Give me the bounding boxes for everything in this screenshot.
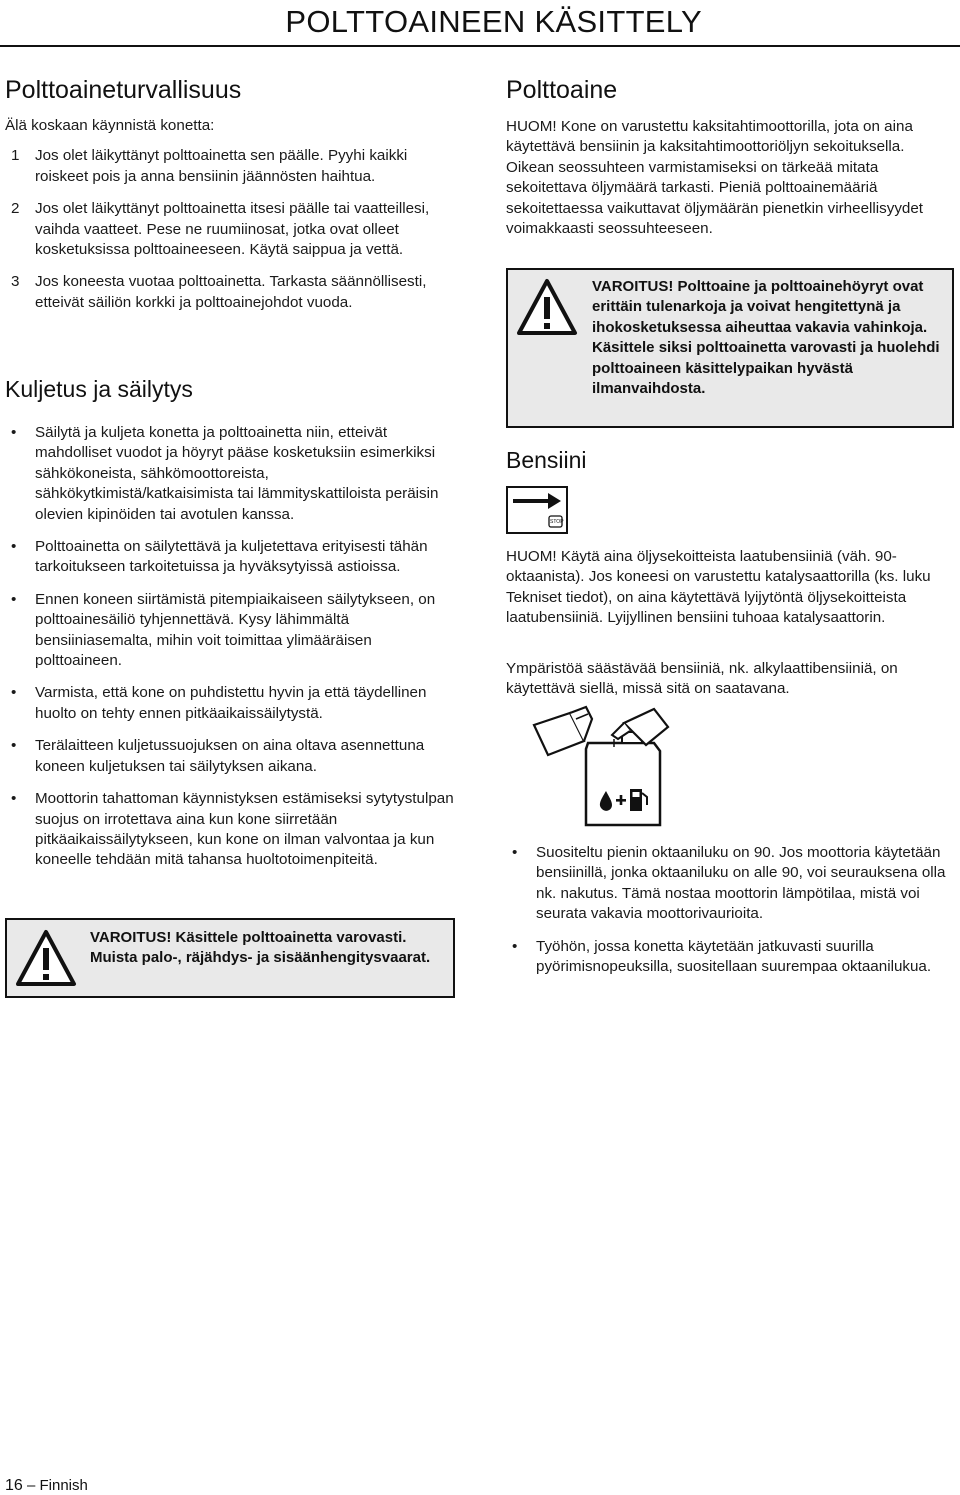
list-item (5, 736, 455, 777)
list-item-text: Jos koneesta vuotaa polttoainetta. Tarkasta säännöllisesti, etteivät säiliön korkki ja polttoainejohdot vuoda. (35, 273, 427, 311)
list-item-text: Varmista, että kone on puhdistettu hyvin ja että täydellinen huolto on tehty ennen pitkäaikaissäilytystä. (35, 684, 427, 722)
stop-label: STOP (550, 519, 564, 525)
list-item-text: Ennen koneen siirtämistä pitempiaikaiseen säilytykseen, on polttoainesäiliö tyhjennettävä. Kysy lähimmältä bensiiniasemalta, mihin voit toimittaa ylimääräisen polttoaineen. (35, 590, 436, 670)
bullet: • (11, 684, 17, 702)
list-item (5, 789, 455, 871)
list-item (5, 590, 455, 672)
arrow-stop-pictogram (506, 486, 568, 534)
list-item (506, 937, 954, 978)
bullet: • (11, 737, 17, 755)
right-warning-text: VAROITUS! Polttoaine ja polttoainehöyryt ovat erittäin tulenarkoja ja voivat hengitettynä ja ihokosketuksessa aiheuttaa vakavia vahinkoja. Käsittele siksi polttoainetta varovasti ja huolehdi polttoaineen käsittelypaikan hyvästä ilmanvaihdosta. (592, 278, 940, 398)
list-item-number: 3 (11, 273, 20, 291)
bullet: • (512, 844, 518, 861)
list-item-text: Polttoainetta on säilytettävä ja kuljetettava erityisesti tähän tarkoitukseen tarkoitetuissa ja hyväksytyissä astioissa. (35, 538, 428, 576)
list-item (506, 843, 954, 925)
list-item-text: Moottorin tahattoman käynnistyksen estämiseksi sytytystulpan suojus on irrotettava aina kun kone siirretään pitkäaikaissäilytykseen, kun kone on ilman valvontaa ja kun koneelle tehdään mitä tahansa huoltotoimenpiteitä. (35, 790, 454, 869)
octane-list (506, 843, 954, 989)
fuel-safety-heading: Polttoaineturvallisuus (5, 76, 242, 104)
list-item-text: Terälaitteen kuljetussuojuksen on aina oltava asennettuna koneen kuljetuksen tai säilytyksen aikana. (35, 737, 425, 775)
list-item-text: Suositeltu pienin oktaaniluku on 90. Jos moottoria käytetään bensiinillä, jonka oktaaniluku on alle 90, voi seurauksena olla nk. nakutus. Tämä nostaa moottorin lämpötilaa, mistä voi seurata vakavia moottorivaurioita. (536, 844, 946, 923)
page-title: POLTTOAINEEN KÄSITTELY (285, 4, 702, 39)
left-warning-box (5, 918, 455, 998)
fuel-note: HUOM! Kone on varustettu kaksitahtimoottorilla, jota on aina käytettävä bensiinin ja kaksitahtimoottoriöljyn sekoituksella. Oikean seossuhteen varmistamiseksi on tärkeää mitata sekoitettava öljymäärä tarkasti. Pieniä polttoainemääriä sekoitettaessa vaikuttavat öljymäärän pienetkin virheellisyydet voimakkaasti seossuhteeseen. (506, 118, 924, 238)
footer-dash: – (26, 1477, 36, 1494)
right-warning-box (506, 268, 954, 428)
list-item (5, 683, 455, 724)
list-item-text: Jos olet läikyttänyt polttoainetta itsesi päälle tai vaatteillesi, vaihda vaatteet. Pese ne ruumiinosat, jotka ovat olleet kosketuksissa polttoaineeseen. Käytä saippua ja vettä. (35, 200, 430, 259)
list-item-number: 1 (11, 147, 20, 165)
warning-triangle-icon (516, 278, 578, 336)
header-rule (0, 45, 960, 47)
page-footer (5, 1477, 88, 1495)
list-item-text: Jos olet läikyttänyt polttoainetta sen päälle. Pyyhi kaikki roiskeet pois ja anna bensiinin jäännösten haihtua. (35, 147, 408, 185)
list-item (5, 423, 455, 525)
bullet: • (512, 937, 518, 955)
bullet: • (11, 790, 17, 808)
fuel-section (506, 76, 954, 239)
warning-triangle-icon (15, 929, 77, 987)
list-item-text: Työhön, jossa konetta käytetään jatkuvasti suurilla pyörimisnopeuksilla, suositellaan suurempaa oktaanilukua. (536, 937, 932, 976)
left-warning-text: VAROITUS! Käsittele polttoainetta varovasti. Muista palo-, räjähdys- ja sisäänhengitysvaarat. (90, 929, 431, 967)
bullet: • (11, 590, 17, 608)
transport-storage-list (5, 423, 455, 871)
fuel-safety-intro: Älä koskaan käynnistä konetta: (5, 117, 215, 134)
fuel-heading: Polttoaine (506, 76, 618, 104)
fuel-safety-section (5, 76, 455, 325)
footer-language: Finnish (39, 1477, 88, 1494)
fuel-safety-list (5, 146, 455, 313)
petrol-note-2: Ympäristöä säästävää bensiiniä, nk. alkylaattibensiiniä, on käytettävä siellä, missä sitä on saatavana. (506, 660, 898, 698)
list-item (5, 537, 455, 578)
list-item (5, 146, 455, 187)
transport-storage-section (5, 376, 455, 883)
fuel-canister-icon (526, 705, 676, 835)
petrol-heading: Bensiini (506, 447, 587, 473)
petrol-note-1: HUOM! Käytä aina öljysekoitteista laatubensiiniä (väh. 90-oktaanista). Jos koneesi on varustettu katalysaattorilla (ks. luku Tekniset tiedot), on aina käytettävä lyijytöntä öljysekoitteista laatubensiiniä. Lyijyllinen bensiini tuhoaa katalysaattorin. (506, 548, 931, 627)
bullet: • (11, 538, 17, 556)
transport-storage-heading: Kuljetus ja säilytys (5, 376, 193, 402)
list-item (5, 199, 455, 260)
list-item (5, 272, 455, 313)
list-item-number: 2 (11, 200, 20, 218)
page-number: 16 (5, 1477, 23, 1494)
list-item-text: Säilytä ja kuljeta konetta ja polttoainetta niin, etteivät mahdolliset vuodot ja höyryt pääse kosketuksiin esimerkiksi sähkökoneista, sähkömoottoreista, sähkökytkimistä/katkaisimista tai lämmityskattiloista peräisin olevien kipinöiden tai avotulen kanssa. (35, 424, 439, 523)
bullet: • (11, 424, 17, 441)
